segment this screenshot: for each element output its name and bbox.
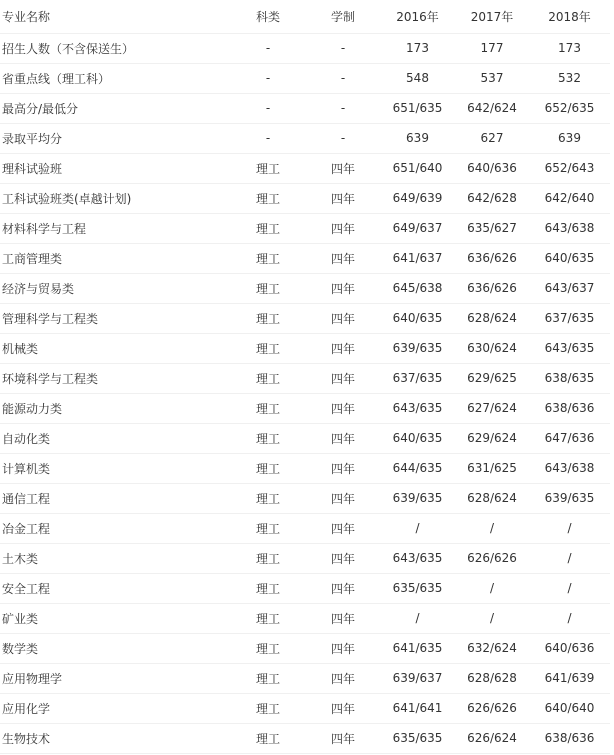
table-row: [0, 453, 610, 483]
cell-category: 理工: [230, 603, 306, 633]
cell-2017: 626/624: [455, 723, 529, 753]
cell-2017: 630/624: [455, 333, 529, 363]
table-row: [0, 693, 610, 723]
cell-duration: 四年: [306, 393, 380, 423]
cell-duration: 四年: [306, 573, 380, 603]
cell-category: 理工: [230, 153, 306, 183]
cell-2018: /: [529, 603, 610, 633]
table-row: [0, 213, 610, 243]
cell-duration: 四年: [306, 303, 380, 333]
table-row: [0, 153, 610, 183]
cell-2018: 638/636: [529, 393, 610, 423]
cell-major-name: 理科试验班: [0, 153, 230, 183]
cell-2016: 651/640: [380, 153, 455, 183]
cell-category: 理工: [230, 423, 306, 453]
cell-duration: 四年: [306, 483, 380, 513]
cell-major-name: 材料科学与工程: [0, 213, 230, 243]
cell-2018: 643/638: [529, 453, 610, 483]
cell-2017: 632/624: [455, 633, 529, 663]
cell-duration: 四年: [306, 663, 380, 693]
cell-2018: 532: [529, 63, 610, 93]
cell-category: 理工: [230, 483, 306, 513]
cell-2017: 629/625: [455, 363, 529, 393]
cell-category: 理工: [230, 663, 306, 693]
cell-duration: 四年: [306, 513, 380, 543]
table-row: [0, 303, 610, 333]
cell-2018: 647/636: [529, 423, 610, 453]
cell-2017: 628/624: [455, 483, 529, 513]
cell-duration: 四年: [306, 273, 380, 303]
header-category: 科类: [230, 0, 306, 33]
cell-major-name: 经济与贸易类: [0, 273, 230, 303]
cell-2018: 640/635: [529, 243, 610, 273]
cell-2017: 628/624: [455, 303, 529, 333]
cell-duration: 四年: [306, 633, 380, 663]
cell-2017: 627: [455, 123, 529, 153]
cell-2016: 639/635: [380, 333, 455, 363]
cell-category: 理工: [230, 213, 306, 243]
cell-2016: 639/635: [380, 483, 455, 513]
cell-duration: 四年: [306, 543, 380, 573]
cell-2017: 636/626: [455, 273, 529, 303]
cell-major-name: 最高分/最低分: [0, 93, 230, 123]
cell-2018: 642/640: [529, 183, 610, 213]
cell-major-name: 生物技术: [0, 723, 230, 753]
cell-2018: 643/637: [529, 273, 610, 303]
cell-2018: 639/635: [529, 483, 610, 513]
table-row: [0, 333, 610, 363]
header-duration: 学制: [306, 0, 380, 33]
table-row: [0, 723, 610, 753]
cell-2017: 635/627: [455, 213, 529, 243]
header-year-2018: 2018年: [529, 0, 610, 33]
cell-major-name: 矿业类: [0, 603, 230, 633]
cell-2018: 652/643: [529, 153, 610, 183]
table-row: [0, 63, 610, 93]
cell-2016: 640/635: [380, 423, 455, 453]
cell-2017: 636/626: [455, 243, 529, 273]
cell-major-name: 土木类: [0, 543, 230, 573]
cell-major-name: 省重点线（理工科）: [0, 63, 230, 93]
cell-2016: 651/635: [380, 93, 455, 123]
cell-category: -: [230, 63, 306, 93]
cell-2016: 649/639: [380, 183, 455, 213]
table-row: [0, 423, 610, 453]
cell-major-name: 工商管理类: [0, 243, 230, 273]
cell-category: 理工: [230, 183, 306, 213]
cell-category: 理工: [230, 543, 306, 573]
cell-category: 理工: [230, 333, 306, 363]
cell-2018: /: [529, 543, 610, 573]
cell-category: -: [230, 93, 306, 123]
cell-2018: 173: [529, 33, 610, 63]
cell-2017: 537: [455, 63, 529, 93]
cell-2016: 548: [380, 63, 455, 93]
cell-2016: 635/635: [380, 723, 455, 753]
table-body: [0, 33, 610, 753]
cell-2018: 640/636: [529, 633, 610, 663]
table-row: [0, 243, 610, 273]
cell-2017: 177: [455, 33, 529, 63]
cell-major-name: 安全工程: [0, 573, 230, 603]
cell-2016: 173: [380, 33, 455, 63]
header-year-2016: 2016年: [380, 0, 455, 33]
cell-2016: 639/637: [380, 663, 455, 693]
cell-2017: 628/628: [455, 663, 529, 693]
cell-duration: 四年: [306, 333, 380, 363]
table-row: [0, 123, 610, 153]
cell-major-name: 机械类: [0, 333, 230, 363]
cell-duration: -: [306, 63, 380, 93]
table-row: [0, 363, 610, 393]
cell-category: -: [230, 123, 306, 153]
cell-major-name: 应用物理学: [0, 663, 230, 693]
table-row: [0, 603, 610, 633]
header-major-name: 专业名称: [0, 0, 230, 33]
cell-2017: /: [455, 513, 529, 543]
cell-2018: 640/640: [529, 693, 610, 723]
cell-duration: 四年: [306, 213, 380, 243]
cell-2016: 641/637: [380, 243, 455, 273]
cell-2016: 649/637: [380, 213, 455, 243]
cell-2017: /: [455, 573, 529, 603]
table-row: [0, 93, 610, 123]
cell-2017: 642/628: [455, 183, 529, 213]
cell-major-name: 环境科学与工程类: [0, 363, 230, 393]
cell-major-name: 数学类: [0, 633, 230, 663]
cell-major-name: 冶金工程: [0, 513, 230, 543]
cell-category: 理工: [230, 453, 306, 483]
cell-duration: 四年: [306, 183, 380, 213]
cell-2016: 635/635: [380, 573, 455, 603]
table-row: [0, 513, 610, 543]
cell-2016: /: [380, 603, 455, 633]
cell-2016: 644/635: [380, 453, 455, 483]
cell-duration: -: [306, 123, 380, 153]
cell-major-name: 自动化类: [0, 423, 230, 453]
cell-2016: 637/635: [380, 363, 455, 393]
cell-category: 理工: [230, 303, 306, 333]
cell-duration: 四年: [306, 693, 380, 723]
cell-2018: 643/638: [529, 213, 610, 243]
cell-2018: 643/635: [529, 333, 610, 363]
cell-category: 理工: [230, 243, 306, 273]
cell-2016: 641/641: [380, 693, 455, 723]
cell-2018: 638/635: [529, 363, 610, 393]
cell-2018: 652/635: [529, 93, 610, 123]
cell-2016: 645/638: [380, 273, 455, 303]
cell-2017: 626/626: [455, 543, 529, 573]
table-row: [0, 393, 610, 423]
cell-2017: 627/624: [455, 393, 529, 423]
cell-major-name: 通信工程: [0, 483, 230, 513]
cell-major-name: 录取平均分: [0, 123, 230, 153]
header-year-2017: 2017年: [455, 0, 529, 33]
cell-duration: -: [306, 93, 380, 123]
cell-2017: 629/624: [455, 423, 529, 453]
cell-2018: 638/636: [529, 723, 610, 753]
cell-2016: 641/635: [380, 633, 455, 663]
cell-duration: 四年: [306, 153, 380, 183]
cell-major-name: 能源动力类: [0, 393, 230, 423]
cell-category: 理工: [230, 573, 306, 603]
cell-2016: 639: [380, 123, 455, 153]
cell-2017: 631/625: [455, 453, 529, 483]
cell-major-name: 招生人数（不含保送生）: [0, 33, 230, 63]
table-row: [0, 543, 610, 573]
cell-category: 理工: [230, 393, 306, 423]
cell-category: -: [230, 33, 306, 63]
table-row: [0, 33, 610, 63]
cell-2018: 639: [529, 123, 610, 153]
cell-2017: 642/624: [455, 93, 529, 123]
table-row: [0, 663, 610, 693]
cell-duration: 四年: [306, 423, 380, 453]
cell-duration: 四年: [306, 243, 380, 273]
table-row: [0, 183, 610, 213]
cell-2017: 626/626: [455, 693, 529, 723]
cell-2016: 643/635: [380, 543, 455, 573]
cell-2017: /: [455, 603, 529, 633]
cell-duration: 四年: [306, 363, 380, 393]
table-row: [0, 273, 610, 303]
cell-2016: 643/635: [380, 393, 455, 423]
cell-category: 理工: [230, 273, 306, 303]
table-row: [0, 633, 610, 663]
cell-2017: 640/636: [455, 153, 529, 183]
cell-duration: 四年: [306, 603, 380, 633]
cell-category: 理工: [230, 513, 306, 543]
cell-2018: 641/639: [529, 663, 610, 693]
table-row: [0, 483, 610, 513]
cell-duration: -: [306, 33, 380, 63]
cell-major-name: 工科试验班类(卓越计划): [0, 183, 230, 213]
cell-2016: /: [380, 513, 455, 543]
cell-category: 理工: [230, 693, 306, 723]
cell-category: 理工: [230, 363, 306, 393]
cell-category: 理工: [230, 723, 306, 753]
cell-major-name: 应用化学: [0, 693, 230, 723]
cell-2018: 637/635: [529, 303, 610, 333]
cell-major-name: 管理科学与工程类: [0, 303, 230, 333]
cell-major-name: 计算机类: [0, 453, 230, 483]
cell-category: 理工: [230, 633, 306, 663]
cell-duration: 四年: [306, 723, 380, 753]
cell-2018: /: [529, 573, 610, 603]
table-header-row: [0, 0, 610, 33]
cell-2018: /: [529, 513, 610, 543]
cell-2016: 640/635: [380, 303, 455, 333]
cell-duration: 四年: [306, 453, 380, 483]
table-row: [0, 573, 610, 603]
